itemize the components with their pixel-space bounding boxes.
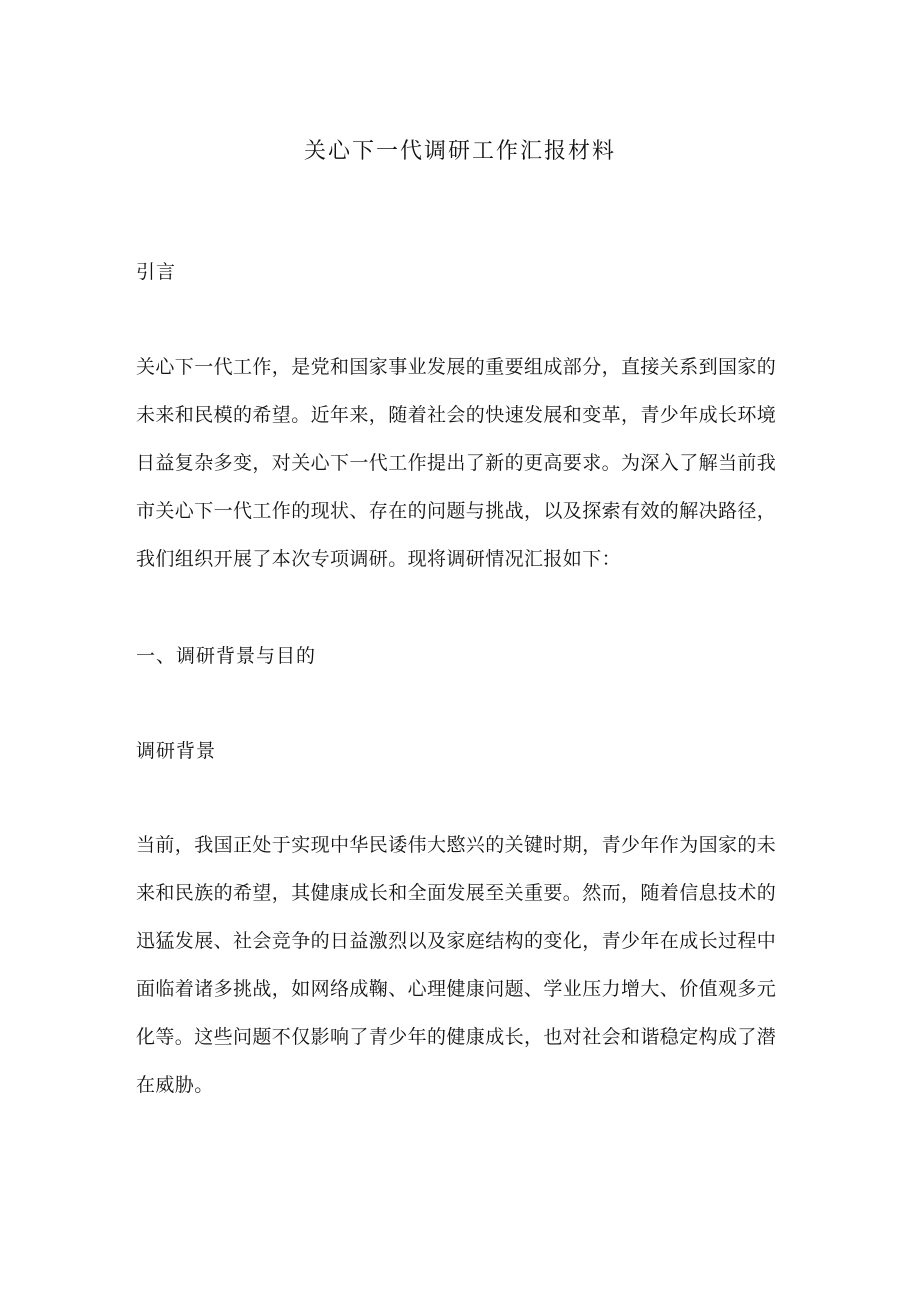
section-heading-intro: 引言 xyxy=(136,261,177,283)
section-heading-background-purpose: 一、调研背景与目的 xyxy=(136,645,317,667)
paragraph-line: 面临着诸多挑战，如网络成鞠、心理健康问题、学业压力增大、价值观多元 xyxy=(136,978,777,1000)
background-paragraph xyxy=(136,821,792,1109)
intro-paragraph xyxy=(136,343,792,583)
paragraph-line: 化等。这些问题不仅影响了青少年的健康成长，也对社会和谐稳定构成了潜 xyxy=(136,1026,777,1048)
paragraph-line: 来和民族的希望，其健康成长和全面发展至关重要。然而，随着信息技术的 xyxy=(136,882,777,904)
paragraph-line: 当前，我国正处于实现中华民诿伟大愍兴的关键时期，青少年作为国家的未 xyxy=(136,834,777,856)
paragraph-line: 市关心下一代工作的现状、存在的问题与挑战，以及探索有效的解决路径， xyxy=(136,500,777,522)
paragraph-line: 在威胁。 xyxy=(136,1074,214,1096)
paragraph-line: 日益复杂多变，对关心下一代工作提出了新的更高要求。为深入了解当前我 xyxy=(136,452,777,474)
paragraph-line: 迅猛发展、社会竞争的日益激烈以及家庭结构的变化，青少年在成长过程中 xyxy=(136,930,777,952)
subsection-heading-background: 调研背景 xyxy=(136,740,217,762)
document-title: 关心下一代调研工作汇报材料 xyxy=(303,139,616,164)
paragraph-line: 未来和民模的希望。近年来，随着社会的快速发展和变革，青少年成长环境 xyxy=(136,404,777,426)
paragraph-line: 我们组织开展了本次专项调研。现将调研情况汇报如下： xyxy=(136,548,622,570)
paragraph-line: 关心下一代工作，是党和国家事业发展的重要组成部分，直接关系到国家的 xyxy=(136,356,777,378)
